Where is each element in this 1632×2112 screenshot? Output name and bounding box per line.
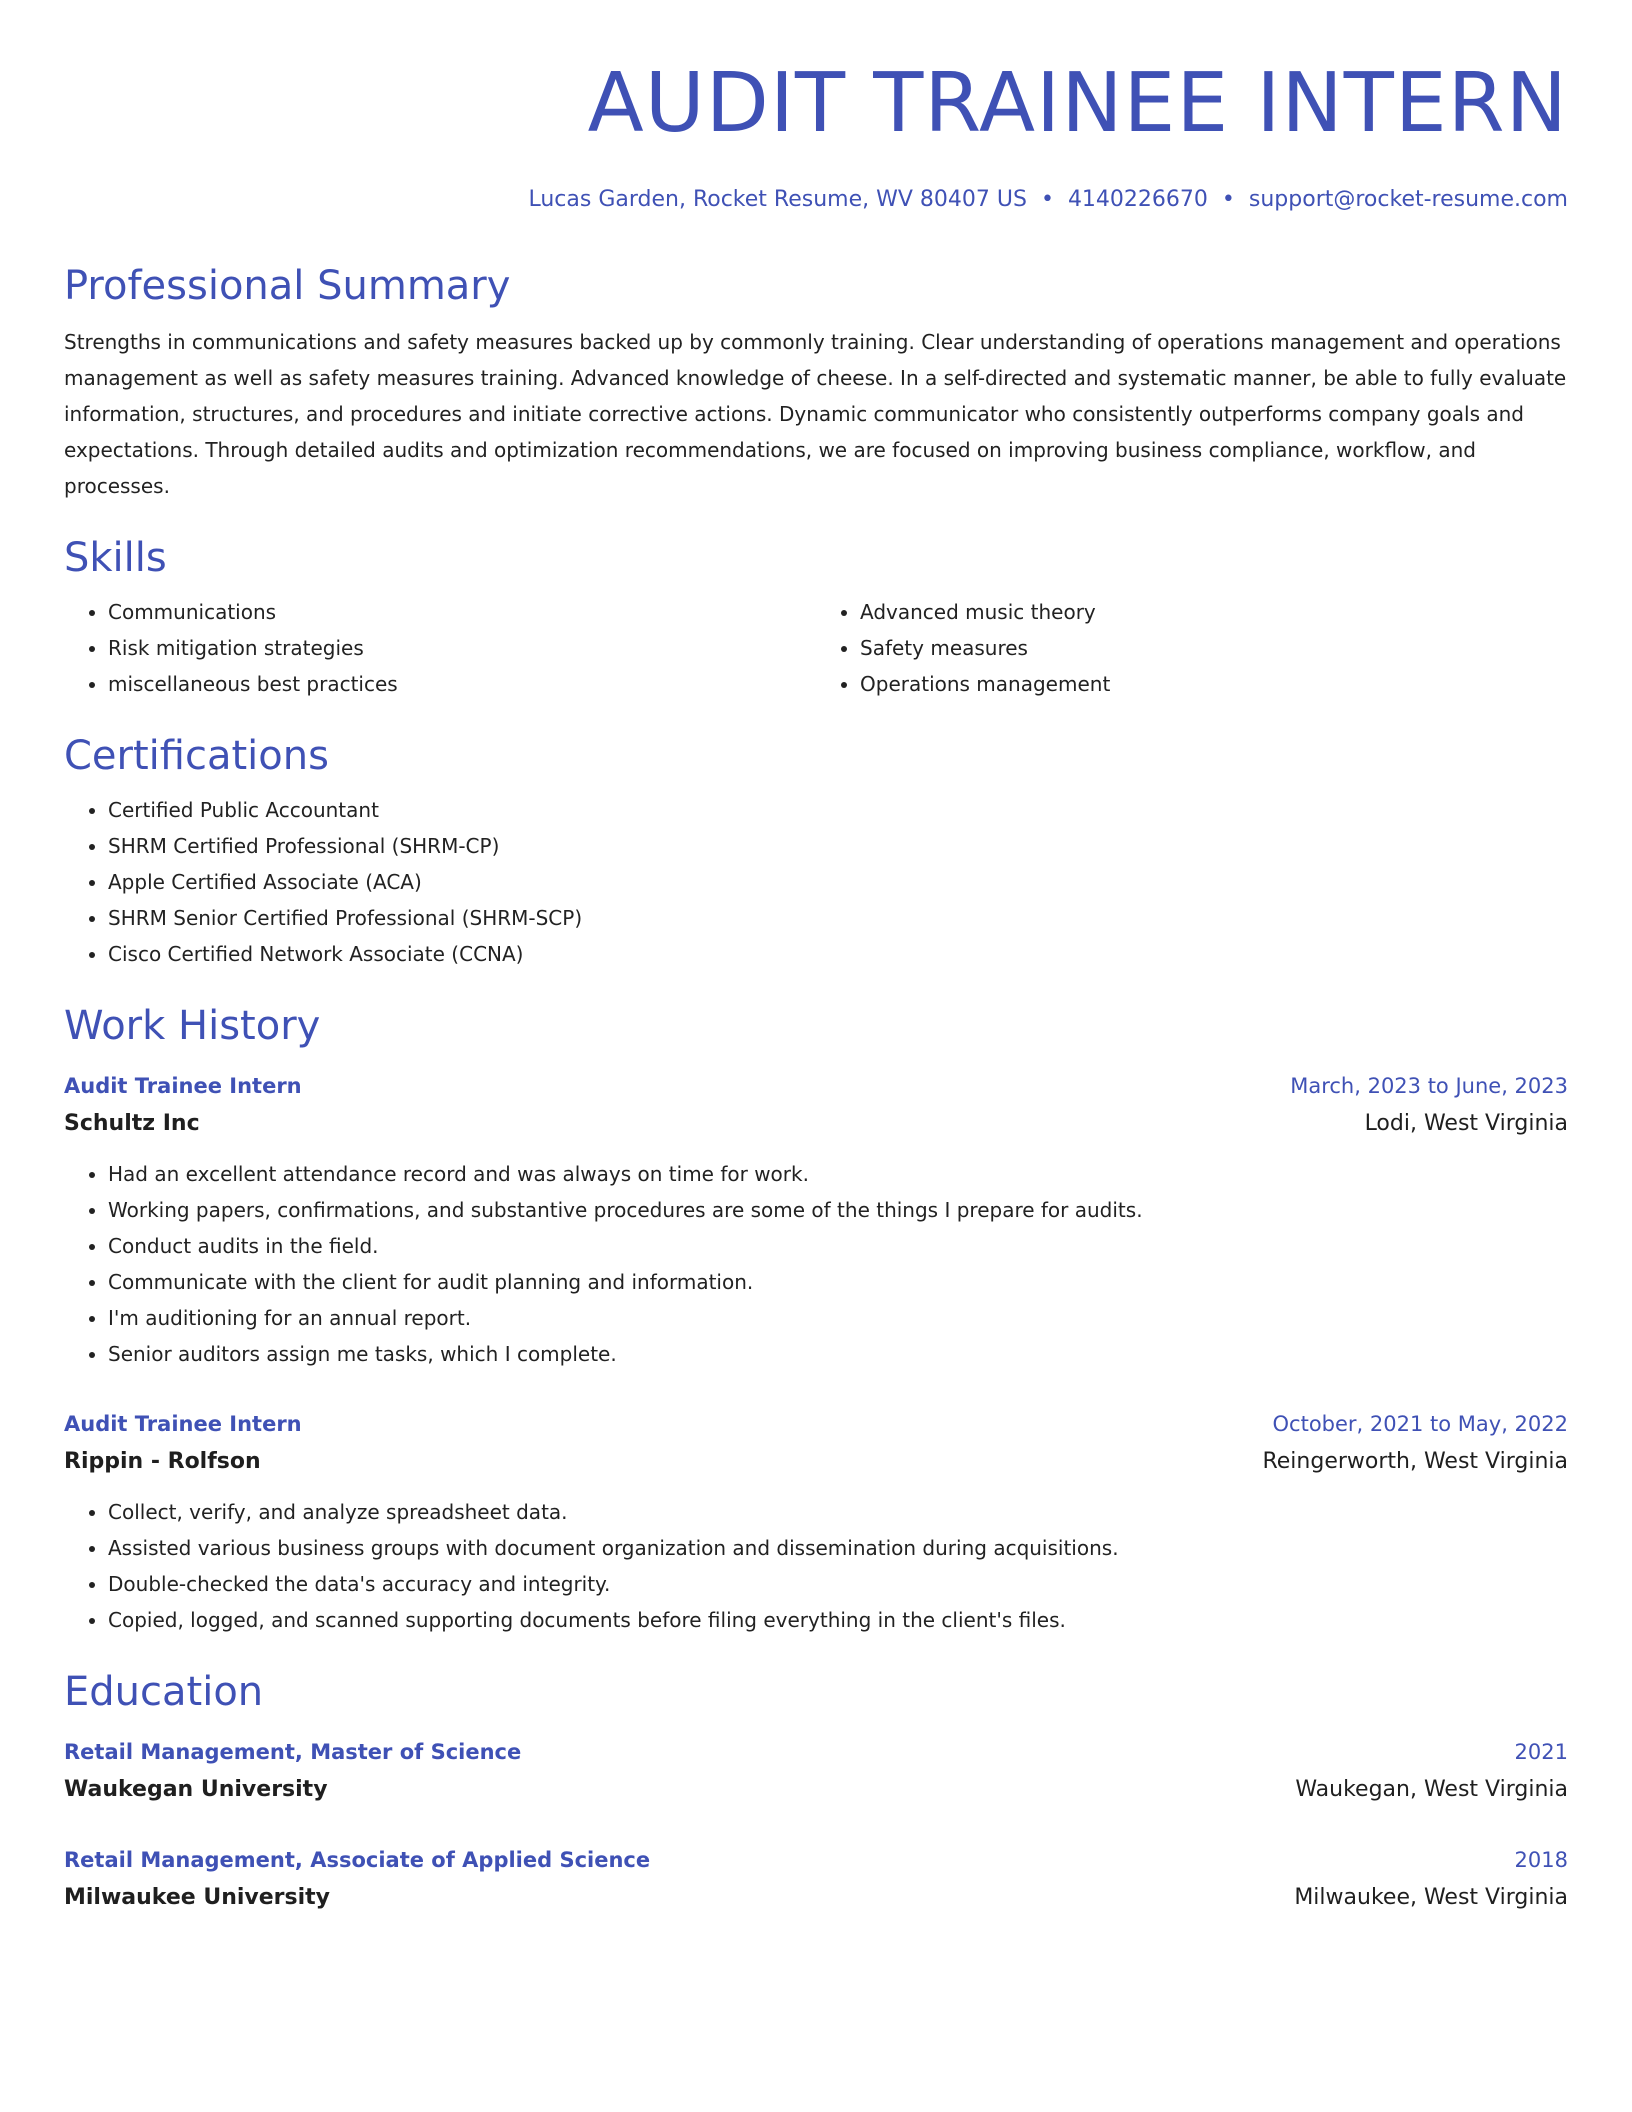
contact-line: [64, 186, 1568, 214]
skills-heading: Skills: [64, 535, 167, 581]
education-location: Waukegan, West Virginia: [1295, 1777, 1568, 1802]
job-title: Audit Trainee Intern: [64, 1074, 302, 1098]
job-bullet: • Had an excellent attendance record and was always on time for work.: [108, 1156, 1568, 1192]
job-bullet: • Conduct audits in the field.: [108, 1228, 1568, 1264]
contact-separator: •: [1040, 187, 1054, 212]
certifications-section: [64, 732, 1568, 972]
skill-item: • Advanced music theory: [860, 594, 1568, 630]
skills-grid: [64, 594, 1568, 702]
certifications-heading: Certifications: [64, 733, 329, 779]
certification-item: • Certified Public Accountant: [108, 792, 1568, 828]
skill-item: • miscellaneous best practices: [108, 666, 816, 702]
education-subheader: [64, 1772, 1568, 1808]
education-degree: Retail Management, Associate of Applied Science: [64, 1848, 651, 1872]
education-year: 2021: [1514, 1740, 1568, 1764]
job-bullet: • Communicate with the client for audit planning and information.: [108, 1264, 1568, 1300]
education-header: [64, 1842, 1568, 1878]
education-subheader: [64, 1880, 1568, 1916]
skill-item: • Safety measures: [860, 630, 1568, 666]
job-bullet: • Working papers, confirmations, and substantive procedures are some of the things I prepare for audits.: [108, 1192, 1568, 1228]
contact-email: support@rocket-resume.com: [1248, 187, 1568, 212]
job-entry: [64, 1406, 1568, 1638]
job-date: October, 2021 to May, 2022: [1272, 1412, 1568, 1436]
job-company: Schultz Inc: [64, 1111, 200, 1136]
job-bullets: [64, 1494, 1568, 1638]
job-header: [64, 1406, 1568, 1442]
job-subheader: [64, 1444, 1568, 1480]
resume-title: AUDIT TRAINEE INTERN: [587, 56, 1568, 151]
job-bullet: • I'm auditioning for an annual report.: [108, 1300, 1568, 1336]
job-subheader: [64, 1106, 1568, 1142]
certification-item: • Apple Certified Associate (ACA): [108, 864, 1568, 900]
summary-heading: Professional Summary: [64, 263, 511, 309]
job-bullet: • Senior auditors assign me tasks, which I complete.: [108, 1336, 1568, 1372]
education-heading: Education: [64, 1669, 264, 1715]
education-school: Milwaukee University: [64, 1885, 331, 1910]
job-company: Rippin - Rolfson: [64, 1449, 261, 1474]
job-location: Lodi, West Virginia: [1364, 1111, 1568, 1136]
job-bullet: • Collect, verify, and analyze spreadsheet data.: [108, 1494, 1568, 1530]
job-bullets: [64, 1156, 1568, 1372]
education-location: Milwaukee, West Virginia: [1294, 1885, 1568, 1910]
summary-section: [64, 262, 1568, 504]
contact-separator: •: [1221, 187, 1235, 212]
certifications-list: [64, 792, 1568, 972]
job-bullet: • Copied, logged, and scanned supporting documents before filing everything in the client's files.: [108, 1602, 1568, 1638]
education-entry: [64, 1734, 1568, 1808]
work-section: [64, 1002, 1568, 1638]
education-school: Waukegan University: [64, 1777, 328, 1802]
certification-item: • SHRM Certified Professional (SHRM-CP): [108, 828, 1568, 864]
skills-section: [64, 534, 1568, 702]
education-header: [64, 1734, 1568, 1770]
job-bullet: • Assisted various business groups with document organization and dissemination during acquisitions.: [108, 1530, 1568, 1566]
certification-item: • Cisco Certified Network Associate (CCNA): [108, 936, 1568, 972]
skill-item: • Risk mitigation strategies: [108, 630, 816, 666]
skills-list-right: [816, 594, 1568, 702]
education-entry: [64, 1842, 1568, 1916]
job-header: [64, 1068, 1568, 1104]
education-section: [64, 1668, 1568, 1916]
certification-item: • SHRM Senior Certified Professional (SHRM-SCP): [108, 900, 1568, 936]
education-degree: Retail Management, Master of Science: [64, 1740, 522, 1764]
education-year: 2018: [1514, 1848, 1568, 1872]
job-entry: [64, 1068, 1568, 1372]
job-date: March, 2023 to June, 2023: [1290, 1074, 1568, 1098]
job-location: Reingerworth, West Virginia: [1262, 1449, 1568, 1474]
contact-phone: 4140226670: [1067, 187, 1208, 212]
skill-item: • Communications: [108, 594, 816, 630]
work-heading: Work History: [64, 1003, 321, 1049]
job-bullet: • Double-checked the data's accuracy and integrity.: [108, 1566, 1568, 1602]
skills-list-left: [64, 594, 816, 702]
skill-item: • Operations management: [860, 666, 1568, 702]
job-title: Audit Trainee Intern: [64, 1412, 302, 1436]
contact-address: Lucas Garden, Rocket Resume, WV 80407 US: [528, 187, 1027, 212]
summary-text: Strengths in communications and safety measures backed up by commonly training. Clear understanding of operations management and operations management as well as safety measures training. Advanced knowledge of cheese. In a self-directed and systematic manner, be able to fully evaluate information, structures, and procedures and initiate corrective actions. Dynamic communicator who consistently outperforms company goals and expectations. Through detailed audits and optimization recommendations, we are focused on improving business compliance, workflow, and processes.: [64, 330, 1567, 498]
